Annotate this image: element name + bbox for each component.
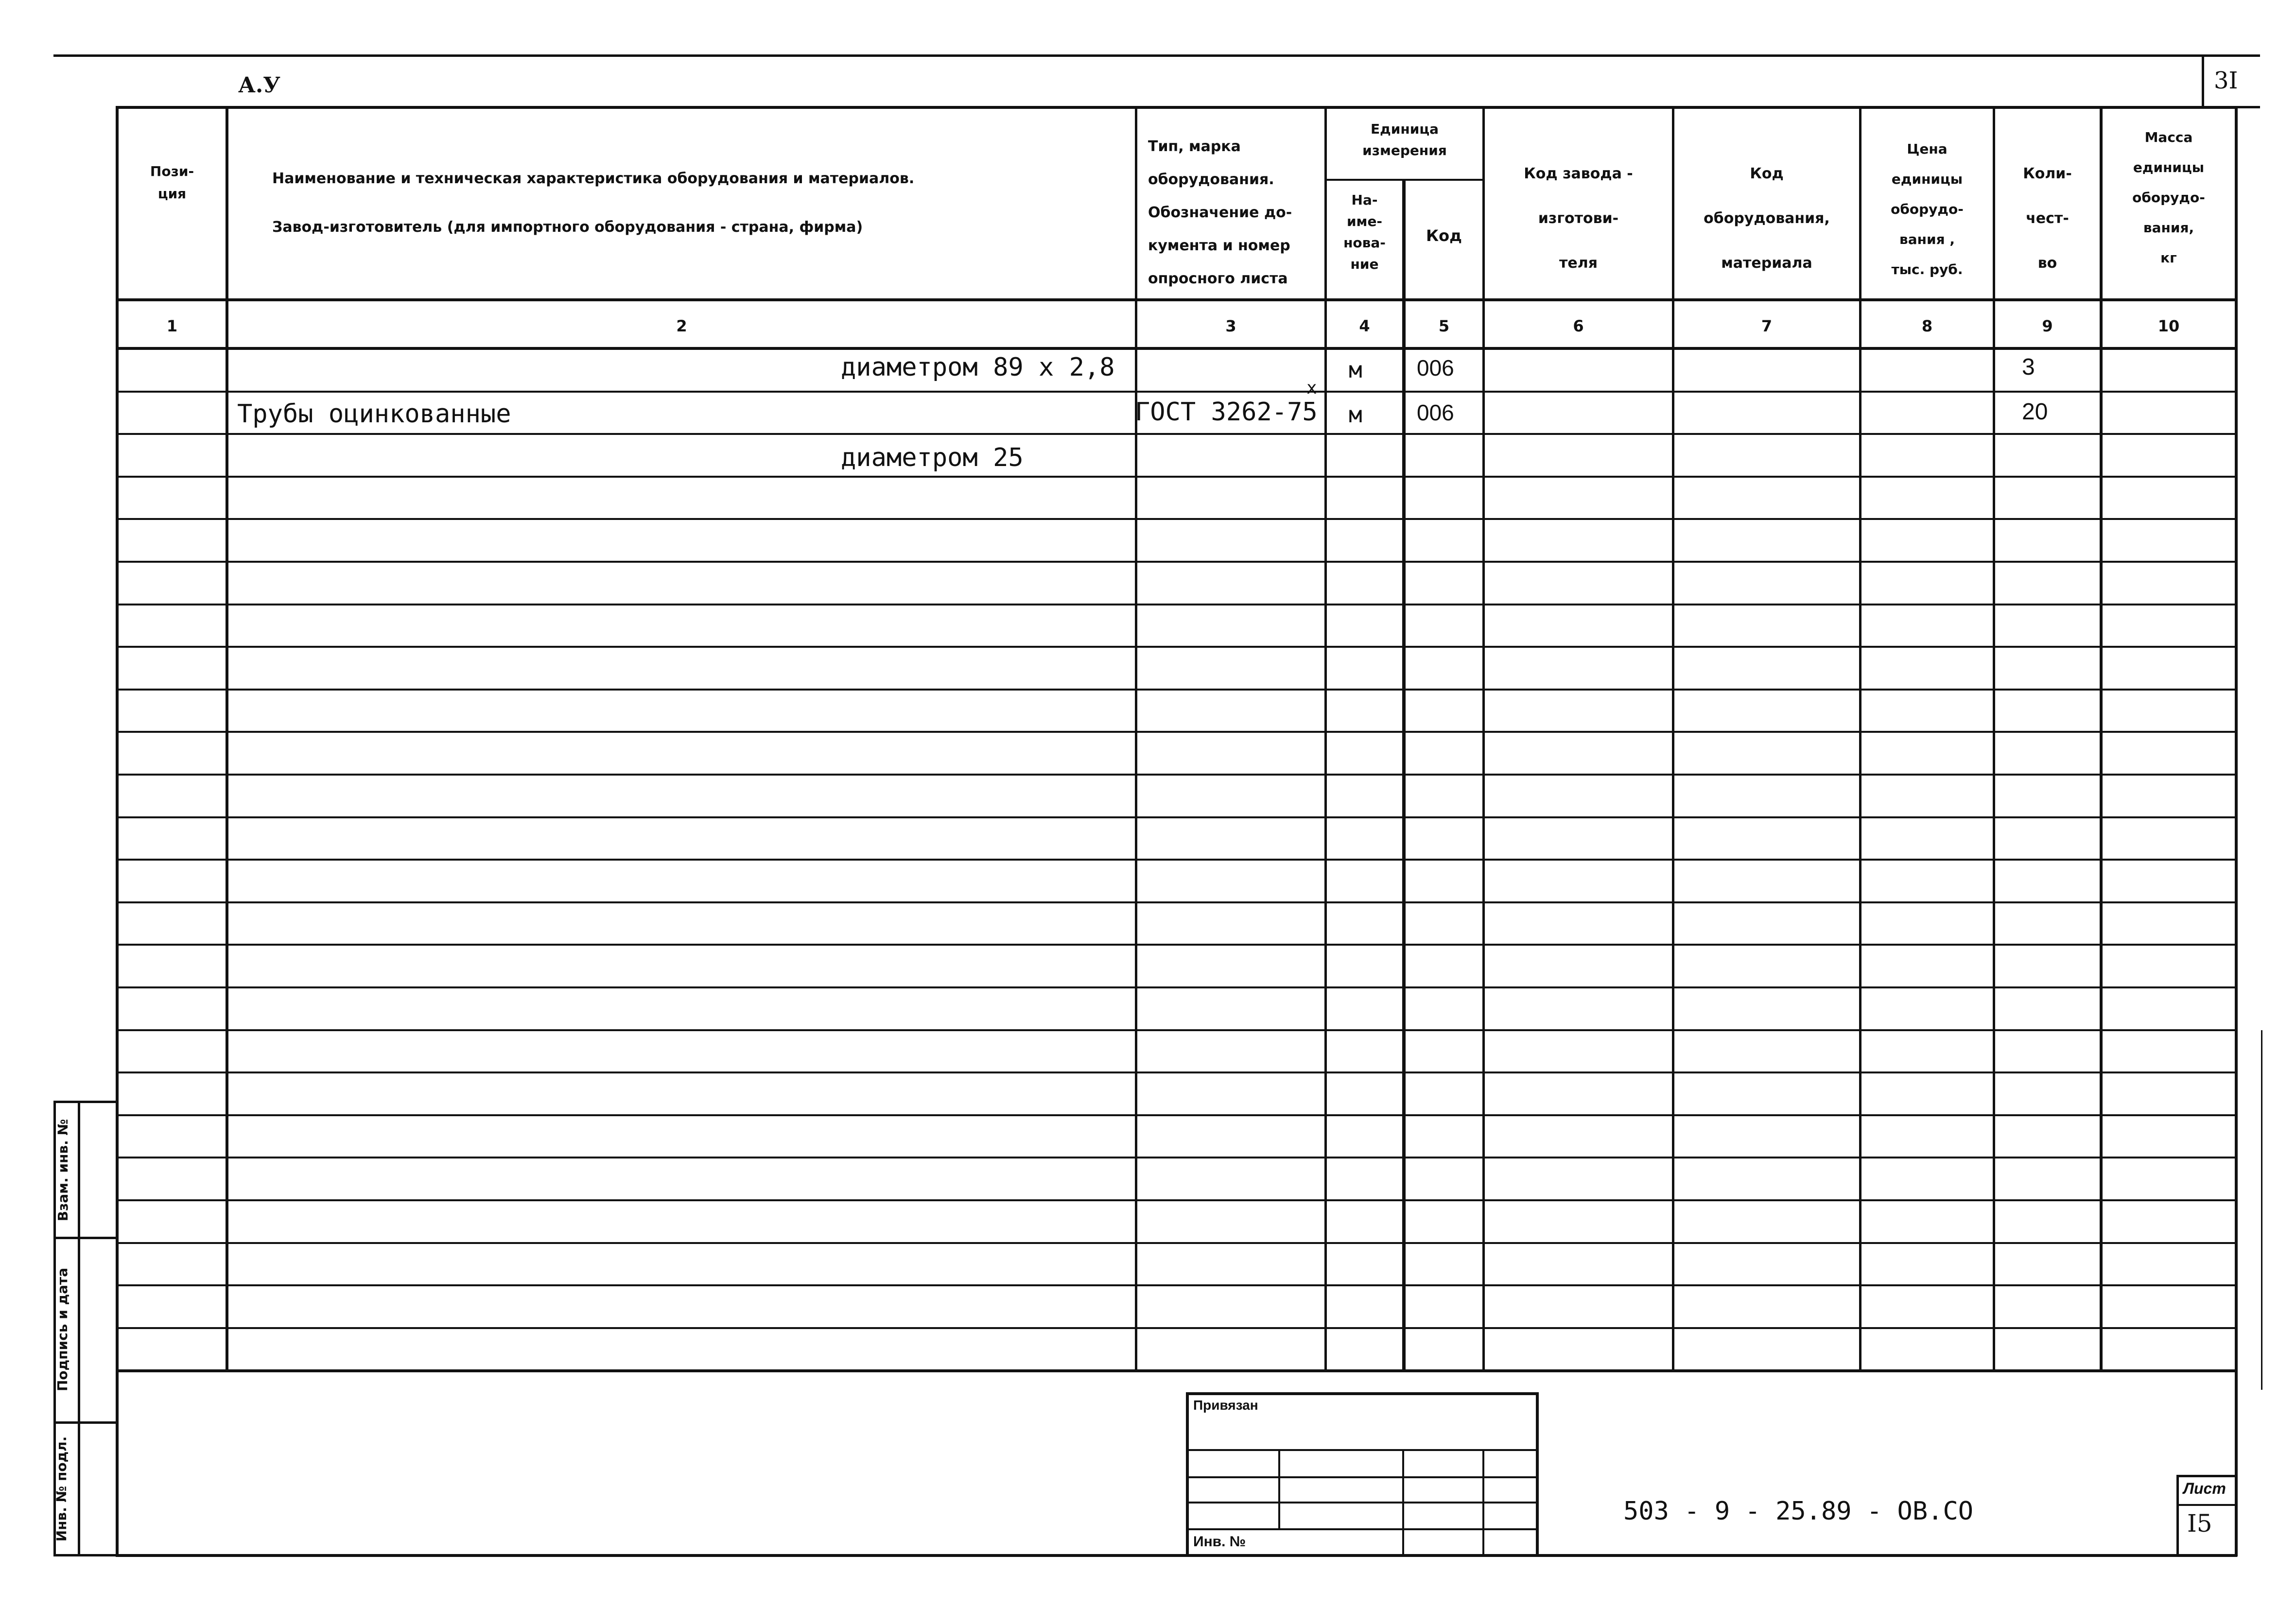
row-1-code: 006 — [1417, 355, 1454, 380]
col-equipment-header: Код оборудования, материала — [1704, 165, 1830, 272]
row-1-name: диаметром 89 х 2,8 — [841, 353, 1115, 382]
title-inv-label: Инв. № — [1193, 1534, 1246, 1550]
col-number-2: 2 — [676, 317, 687, 335]
right-margin-mark — [2261, 1030, 2262, 1390]
row-2-mark: x — [1306, 378, 1317, 398]
table-row-line — [116, 391, 2237, 393]
col-number-3: 3 — [1225, 317, 1236, 335]
document-designation: 503 - 9 - 25.89 - ОВ.СО — [1623, 1497, 1974, 1526]
col-number-5: 5 — [1438, 317, 1450, 335]
row-1-unit: м — [1349, 357, 1362, 383]
table-row-line — [116, 731, 2237, 733]
original-inv-label: Инв. № подл. — [53, 1436, 70, 1542]
row-1-qty: 3 — [2022, 354, 2035, 380]
table-row-line — [116, 604, 2237, 605]
table-row-line — [116, 1327, 2237, 1329]
col-number-7: 7 — [1761, 317, 1773, 335]
col-factory-header: Код завода - изготови- теля — [1524, 165, 1633, 272]
col-quantity-header: Коли- чест- во — [2023, 165, 2072, 272]
table-row-line — [116, 433, 2237, 435]
sheet-number: I5 — [2187, 1509, 2212, 1538]
row-2-unit: м — [1349, 401, 1362, 428]
table-row-line — [116, 561, 2237, 563]
col-unit-code-header: Код — [1426, 226, 1462, 245]
col-number-4: 4 — [1359, 317, 1370, 335]
sheet-code: А.У — [238, 73, 280, 98]
page-number: 3I — [2214, 67, 2238, 94]
table-row-line — [116, 646, 2237, 648]
row-2-code: 006 — [1417, 400, 1454, 425]
table-row-line — [116, 1199, 2237, 1201]
col-unit-name-header: На- име- нова- ние — [1343, 192, 1386, 272]
col-type-header: Тип, марка оборудования. Обозначение до- кумента и номер опросного листа — [1148, 138, 1292, 287]
col-price-header: Цена единицы оборудо- вания , тыс. руб. — [1891, 141, 1964, 277]
table-row-line — [116, 986, 2237, 988]
row-3-name: диаметром 25 — [841, 443, 1024, 472]
table-row-line — [116, 1242, 2237, 1244]
table-row-line — [116, 774, 2237, 776]
sheet-label: Лист — [2183, 1480, 2226, 1497]
col-number-10: 10 — [2157, 317, 2180, 335]
row-2-qty: 20 — [2022, 399, 2048, 425]
privyazan-label: Привязан — [1193, 1398, 1258, 1413]
row-2-name: Трубы оцинкованные — [237, 399, 511, 429]
table-row-line — [116, 944, 2237, 946]
replaced-inv-label: Взам. инв. № — [55, 1119, 71, 1222]
col-number-9: 9 — [2042, 317, 2053, 335]
table-row-line — [116, 689, 2237, 691]
col-number-6: 6 — [1573, 317, 1584, 335]
col-number-8: 8 — [1921, 317, 1933, 335]
table-row-line — [116, 476, 2237, 478]
table-row-line — [116, 901, 2237, 903]
table-row-line — [116, 1284, 2237, 1286]
col-position-header: Пози- ция — [150, 163, 194, 202]
table-row-line — [116, 816, 2237, 818]
table-row-line — [116, 518, 2237, 520]
col-number-1: 1 — [166, 317, 178, 335]
sign-date-label: Подпись и дата — [54, 1267, 70, 1392]
col-mass-header: Масса единицы оборудо- вания, кг — [2132, 129, 2205, 266]
table-row-line — [116, 859, 2237, 861]
table-row-line — [116, 1157, 2237, 1158]
col-name-header: Наименование и техническая характеристика оборудования и материалов. Завод-изготовитель (для импортного оборудования - страна, фирма) — [272, 170, 915, 236]
table-row-line — [116, 1029, 2237, 1031]
table-row-line — [116, 1114, 2237, 1116]
row-2-type: ГОСТ 3262-75 — [1135, 397, 1318, 427]
table-row-line — [116, 1071, 2237, 1073]
col-unit-header: Единица измерения — [1362, 121, 1447, 158]
